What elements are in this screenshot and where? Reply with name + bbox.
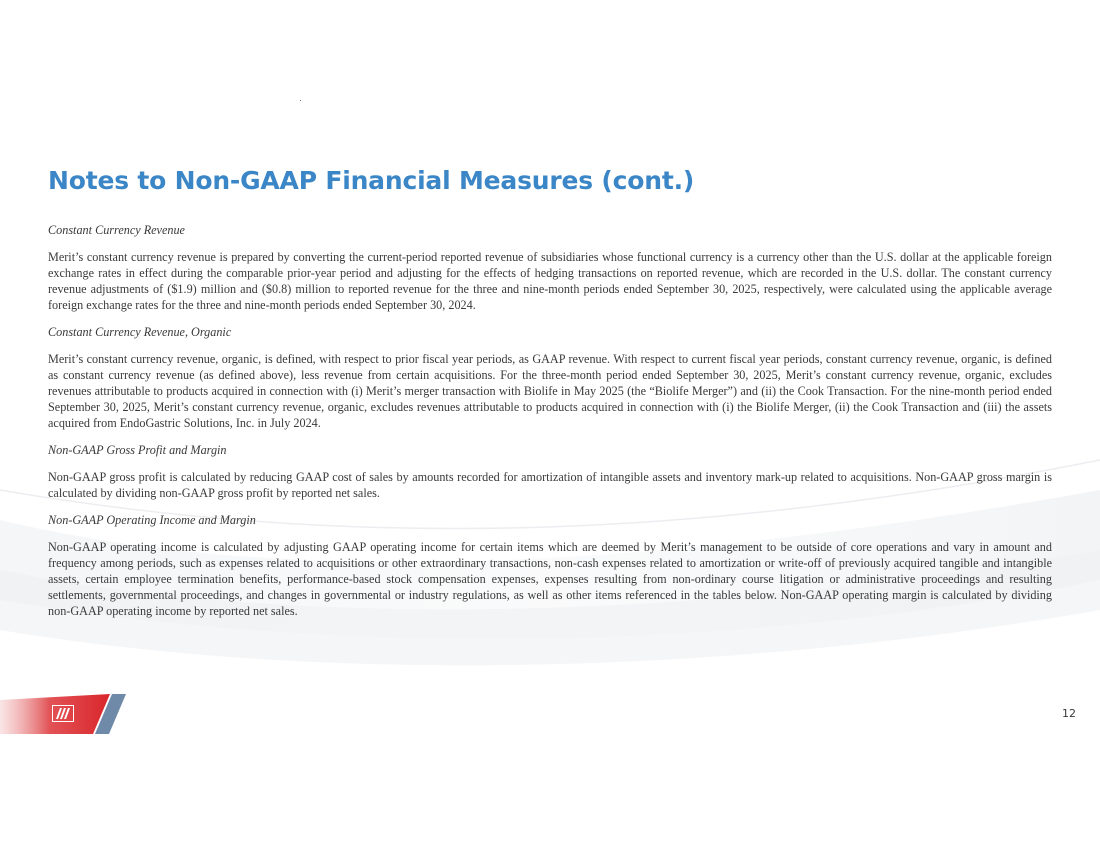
- section-heading-operating-income-margin: Non-GAAP Operating Income and Margin: [48, 513, 256, 527]
- section-heading-gross-profit-margin: Non-GAAP Gross Profit and Margin: [48, 443, 227, 457]
- page-number: 12: [1062, 707, 1076, 720]
- section-heading-constant-currency-revenue: Constant Currency Revenue: [48, 223, 185, 237]
- notes-content: [48, 222, 1052, 630]
- section-body-constant-currency-revenue: Merit’s constant currency revenue is prepared by converting the current-period reported revenue of subsidiaries whose functional currency is a currency other than the U.S. dollar at the applicable foreign exchange rates in effect during the comparable prior-year period and adjusting for the effects of hedging transactions on reported revenue, which are recorded in the U.S. dollar. The constant currency revenue adjustments of ($1.9) million and ($0.8) million to reported revenue for the three and nine-month periods ended September 30, 2025, respectively, were calculated using the applicable average foreign exchange rates for the three and nine-month periods ended September 30, 2024.: [48, 250, 1052, 312]
- page-title: Notes to Non-GAAP Financial Measures (cont.): [48, 166, 695, 195]
- section-body-operating-income-margin: Non-GAAP operating income is calculated by adjusting GAAP operating income for certain items which are deemed by Merit’s management to be outside of core operations and vary in amount and frequency among periods, such as expenses related to acquisitions or other extraordinary transactions, non-cash expenses related to amortization or write-off of previously acquired tangible and intangible assets, certain employee termination benefits, performance-based stock compensation expenses, expenses resulting from non-ordinary course litigation or administrative proceedings and resulting settlements, governmental proceedings, and changes in governmental or industry regulations, as well as other items referenced in the tables below. Non-GAAP operating margin is calculated by dividing non-GAAP operating income by reported net sales.: [48, 540, 1052, 618]
- section-heading-constant-currency-revenue-organic: Constant Currency Revenue, Organic: [48, 325, 232, 339]
- section-body-constant-currency-revenue-organic: Merit’s constant currency revenue, organic, is defined, with respect to prior fiscal year periods, as GAAP revenue. With respect to current fiscal year periods, constant currency revenue, organic, is defined as constant currency revenue (as defined above), less revenue from certain acquisitions. For the three-month period ended September 30, 2025, Merit’s constant currency revenue, organic, excludes revenues attributable to products acquired in connection with (i) Merit’s merger transaction with Biolife in May 2025 (the “Biolife Merger”) and (ii) the Cook Transaction. For the nine-month period ended September 30, 2025, Merit’s constant currency revenue, organic, excludes revenues attributable to products acquired in connection with (i) the Biolife Merger, (ii) the Cook Transaction and (iii) the assets acquired from EndoGastric Solutions, Inc. in July 2024.: [48, 352, 1052, 430]
- decorative-dot: [300, 100, 301, 101]
- section-body-gross-profit-margin: Non-GAAP gross profit is calculated by reducing GAAP cost of sales by amounts recorded for amortization of intangible assets and inventory mark-up related to acquisitions. Non-GAAP gross margin is calculated by dividing non-GAAP gross profit by reported net sales.: [48, 470, 1052, 500]
- merit-medical-logo-icon: [52, 705, 74, 722]
